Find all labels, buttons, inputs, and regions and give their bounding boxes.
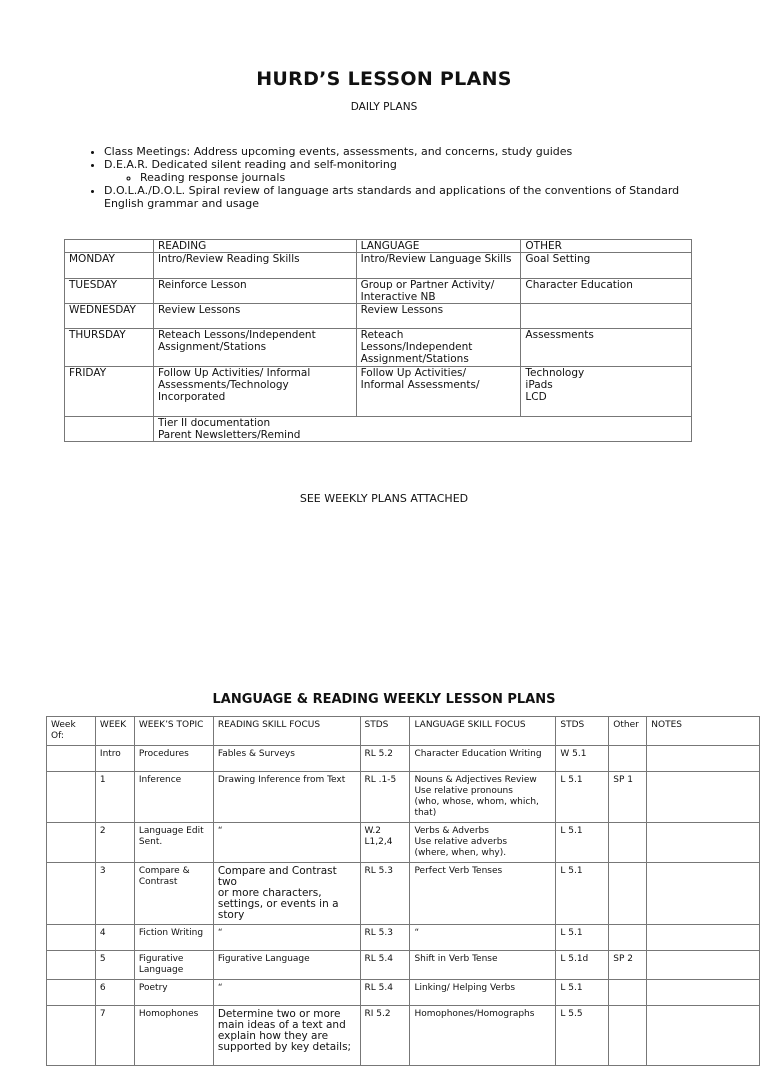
table-row (65, 253, 692, 279)
table-row (47, 925, 760, 951)
table-cell: Technology iPads LCD (521, 367, 692, 417)
table-cell: Reteach Lessons/Independent Assignment/Stations (356, 329, 521, 367)
table-cell: Verbs & Adverbs Use relative adverbs (where, when, why). (410, 823, 556, 863)
table-row (65, 329, 692, 367)
table-cell: Intro (95, 746, 134, 772)
table-cell (47, 1006, 96, 1066)
table-cell: 6 (95, 980, 134, 1006)
table-cell (647, 951, 760, 980)
header-cell: STDS (360, 717, 410, 746)
table-cell: Reteach Lessons/Independent Assignment/Stations (153, 329, 356, 367)
table-cell: Goal Setting (521, 253, 692, 279)
table-cell: Follow Up Activities/ Informal Assessments/Technology Incorporated (153, 367, 356, 417)
header-cell: STDS (556, 717, 609, 746)
table-cell: SP 2 (609, 951, 647, 980)
table-cell (47, 980, 96, 1006)
table-row (47, 746, 760, 772)
table-footer-row (65, 417, 692, 442)
table-cell: Nouns & Adjectives Review Use relative pronouns (who, whose, whom, which, that) (410, 772, 556, 823)
table-cell (521, 304, 692, 329)
table-cell: L 5.1 (556, 925, 609, 951)
table-cell (65, 417, 154, 442)
table-cell: 5 (95, 951, 134, 980)
header-cell (65, 240, 154, 253)
table-header-row (47, 717, 760, 746)
table-cell (647, 1006, 760, 1066)
table-cell: “ (213, 925, 360, 951)
table-cell: 3 (95, 863, 134, 925)
table-cell: Linking/ Helping Verbs (410, 980, 556, 1006)
table-cell: RL 5.3 (360, 925, 410, 951)
table-row (47, 772, 760, 823)
table-cell: 2 (95, 823, 134, 863)
table-cell: Poetry (134, 980, 213, 1006)
table-cell: RL 5.3 (360, 863, 410, 925)
table-cell (609, 925, 647, 951)
table-cell: Follow Up Activities/ Informal Assessments/ (356, 367, 521, 417)
table-cell (609, 980, 647, 1006)
table-cell: “ (410, 925, 556, 951)
table-cell: Group or Partner Activity/ Interactive NB (356, 279, 521, 304)
table-cell: RL 5.2 (360, 746, 410, 772)
table-cell: RL 5.4 (360, 951, 410, 980)
table-cell: “ (213, 823, 360, 863)
table-cell: L 5.5 (556, 1006, 609, 1066)
table-cell: Review Lessons (153, 304, 356, 329)
table-cell: Homophones/Homographs (410, 1006, 556, 1066)
table-cell (47, 823, 96, 863)
table-row (47, 863, 760, 925)
header-cell: LANGUAGE (356, 240, 521, 253)
header-cell: WEEK (95, 717, 134, 746)
table-row (47, 951, 760, 980)
table-cell: Drawing Inference from Text (213, 772, 360, 823)
header-cell: LANGUAGE SKILL FOCUS (410, 717, 556, 746)
table-cell: Character Education Writing (410, 746, 556, 772)
table-cell: RI 5.2 (360, 1006, 410, 1066)
table-cell: WEDNESDAY (65, 304, 154, 329)
table-cell: L 5.1 (556, 980, 609, 1006)
table-cell: Review Lessons (356, 304, 521, 329)
table-cell: 7 (95, 1006, 134, 1066)
header-cell: WEEK’S TOPIC (134, 717, 213, 746)
table-cell (609, 1006, 647, 1066)
table-cell: RL .1-5 (360, 772, 410, 823)
table-row (47, 1006, 760, 1066)
table-header-row (65, 240, 692, 253)
table-cell: Fables & Surveys (213, 746, 360, 772)
table-cell (47, 925, 96, 951)
table-cell: Intro/Review Language Skills (356, 253, 521, 279)
table-cell: Figurative Language (134, 951, 213, 980)
table-cell: 1 (95, 772, 134, 823)
header-cell: READING SKILL FOCUS (213, 717, 360, 746)
table-cell: Assessments (521, 329, 692, 367)
sub-bullet-item: ◦ Reading response journals (140, 171, 696, 184)
table-cell: Compare & Contrast (134, 863, 213, 925)
table-row (65, 367, 692, 417)
table-cell (47, 772, 96, 823)
table-cell (47, 951, 96, 980)
table-cell: Inference (134, 772, 213, 823)
table-cell: W.2 L1,2,4 (360, 823, 410, 863)
page-subtitle: DAILY PLANS (350, 101, 418, 113)
table-cell: Perfect Verb Tenses (410, 863, 556, 925)
table-cell (647, 746, 760, 772)
table-cell (47, 746, 96, 772)
footer-note-cell: Tier II documentation Parent Newsletters/Remind (153, 417, 691, 442)
daily-plans-table (64, 239, 692, 442)
table-cell (609, 823, 647, 863)
header-cell: READING (153, 240, 356, 253)
weekly-plans-title: LANGUAGE & READING WEEKLY LESSON PLANS (212, 692, 556, 707)
table-cell: FRIDAY (65, 367, 154, 417)
see-weekly-note: SEE WEEKLY PLANS ATTACHED (299, 492, 469, 505)
table-cell: “ (213, 980, 360, 1006)
table-cell: Homophones (134, 1006, 213, 1066)
table-cell: Determine two or more main ideas of a text and explain how they are supported by key details; (213, 1006, 360, 1066)
table-cell: Figurative Language (213, 951, 360, 980)
table-cell: RL 5.4 (360, 980, 410, 1006)
weekly-plans-table (46, 716, 760, 1066)
table-row (47, 980, 760, 1006)
table-row (47, 823, 760, 863)
table-cell (47, 863, 96, 925)
table-cell (609, 746, 647, 772)
table-cell: 4 (95, 925, 134, 951)
page-title: HURD’S LESSON PLANS (256, 68, 512, 90)
table-cell: Character Education (521, 279, 692, 304)
table-cell: L 5.1 (556, 863, 609, 925)
header-cell: Other (609, 717, 647, 746)
table-cell: Intro/Review Reading Skills (153, 253, 356, 279)
bullet-item: • D.E.A.R. Dedicated silent reading and self-monitoring ◦ Reading response journals (104, 158, 696, 184)
table-cell (647, 863, 760, 925)
table-cell: THURSDAY (65, 329, 154, 367)
table-cell (647, 980, 760, 1006)
table-cell: Procedures (134, 746, 213, 772)
bullet-item: • D.O.L.A./D.O.L. Spiral review of language arts standards and applications of the conventions of Standard English grammar and usage (104, 184, 696, 210)
table-cell: MONDAY (65, 253, 154, 279)
table-cell: Fiction Writing (134, 925, 213, 951)
table-cell: TUESDAY (65, 279, 154, 304)
table-cell: W 5.1 (556, 746, 609, 772)
header-cell: Week Of: (47, 717, 96, 746)
table-cell: Language Edit Sent. (134, 823, 213, 863)
bullet-item: • Class Meetings: Address upcoming events, assessments, and concerns, study guides (104, 145, 696, 158)
header-cell: NOTES (647, 717, 760, 746)
table-cell: SP 1 (609, 772, 647, 823)
table-cell: L 5.1 (556, 823, 609, 863)
table-cell (647, 772, 760, 823)
table-cell (647, 925, 760, 951)
table-cell (647, 823, 760, 863)
table-cell (609, 863, 647, 925)
table-cell: Compare and Contrast two or more characters, settings, or events in a story (213, 863, 360, 925)
bullet-list (86, 145, 696, 210)
header-cell: OTHER (521, 240, 692, 253)
table-row (65, 279, 692, 304)
table-row (65, 304, 692, 329)
table-cell: Shift in Verb Tense (410, 951, 556, 980)
table-cell: Reinforce Lesson (153, 279, 356, 304)
table-cell: L 5.1 (556, 772, 609, 823)
table-cell: L 5.1d (556, 951, 609, 980)
